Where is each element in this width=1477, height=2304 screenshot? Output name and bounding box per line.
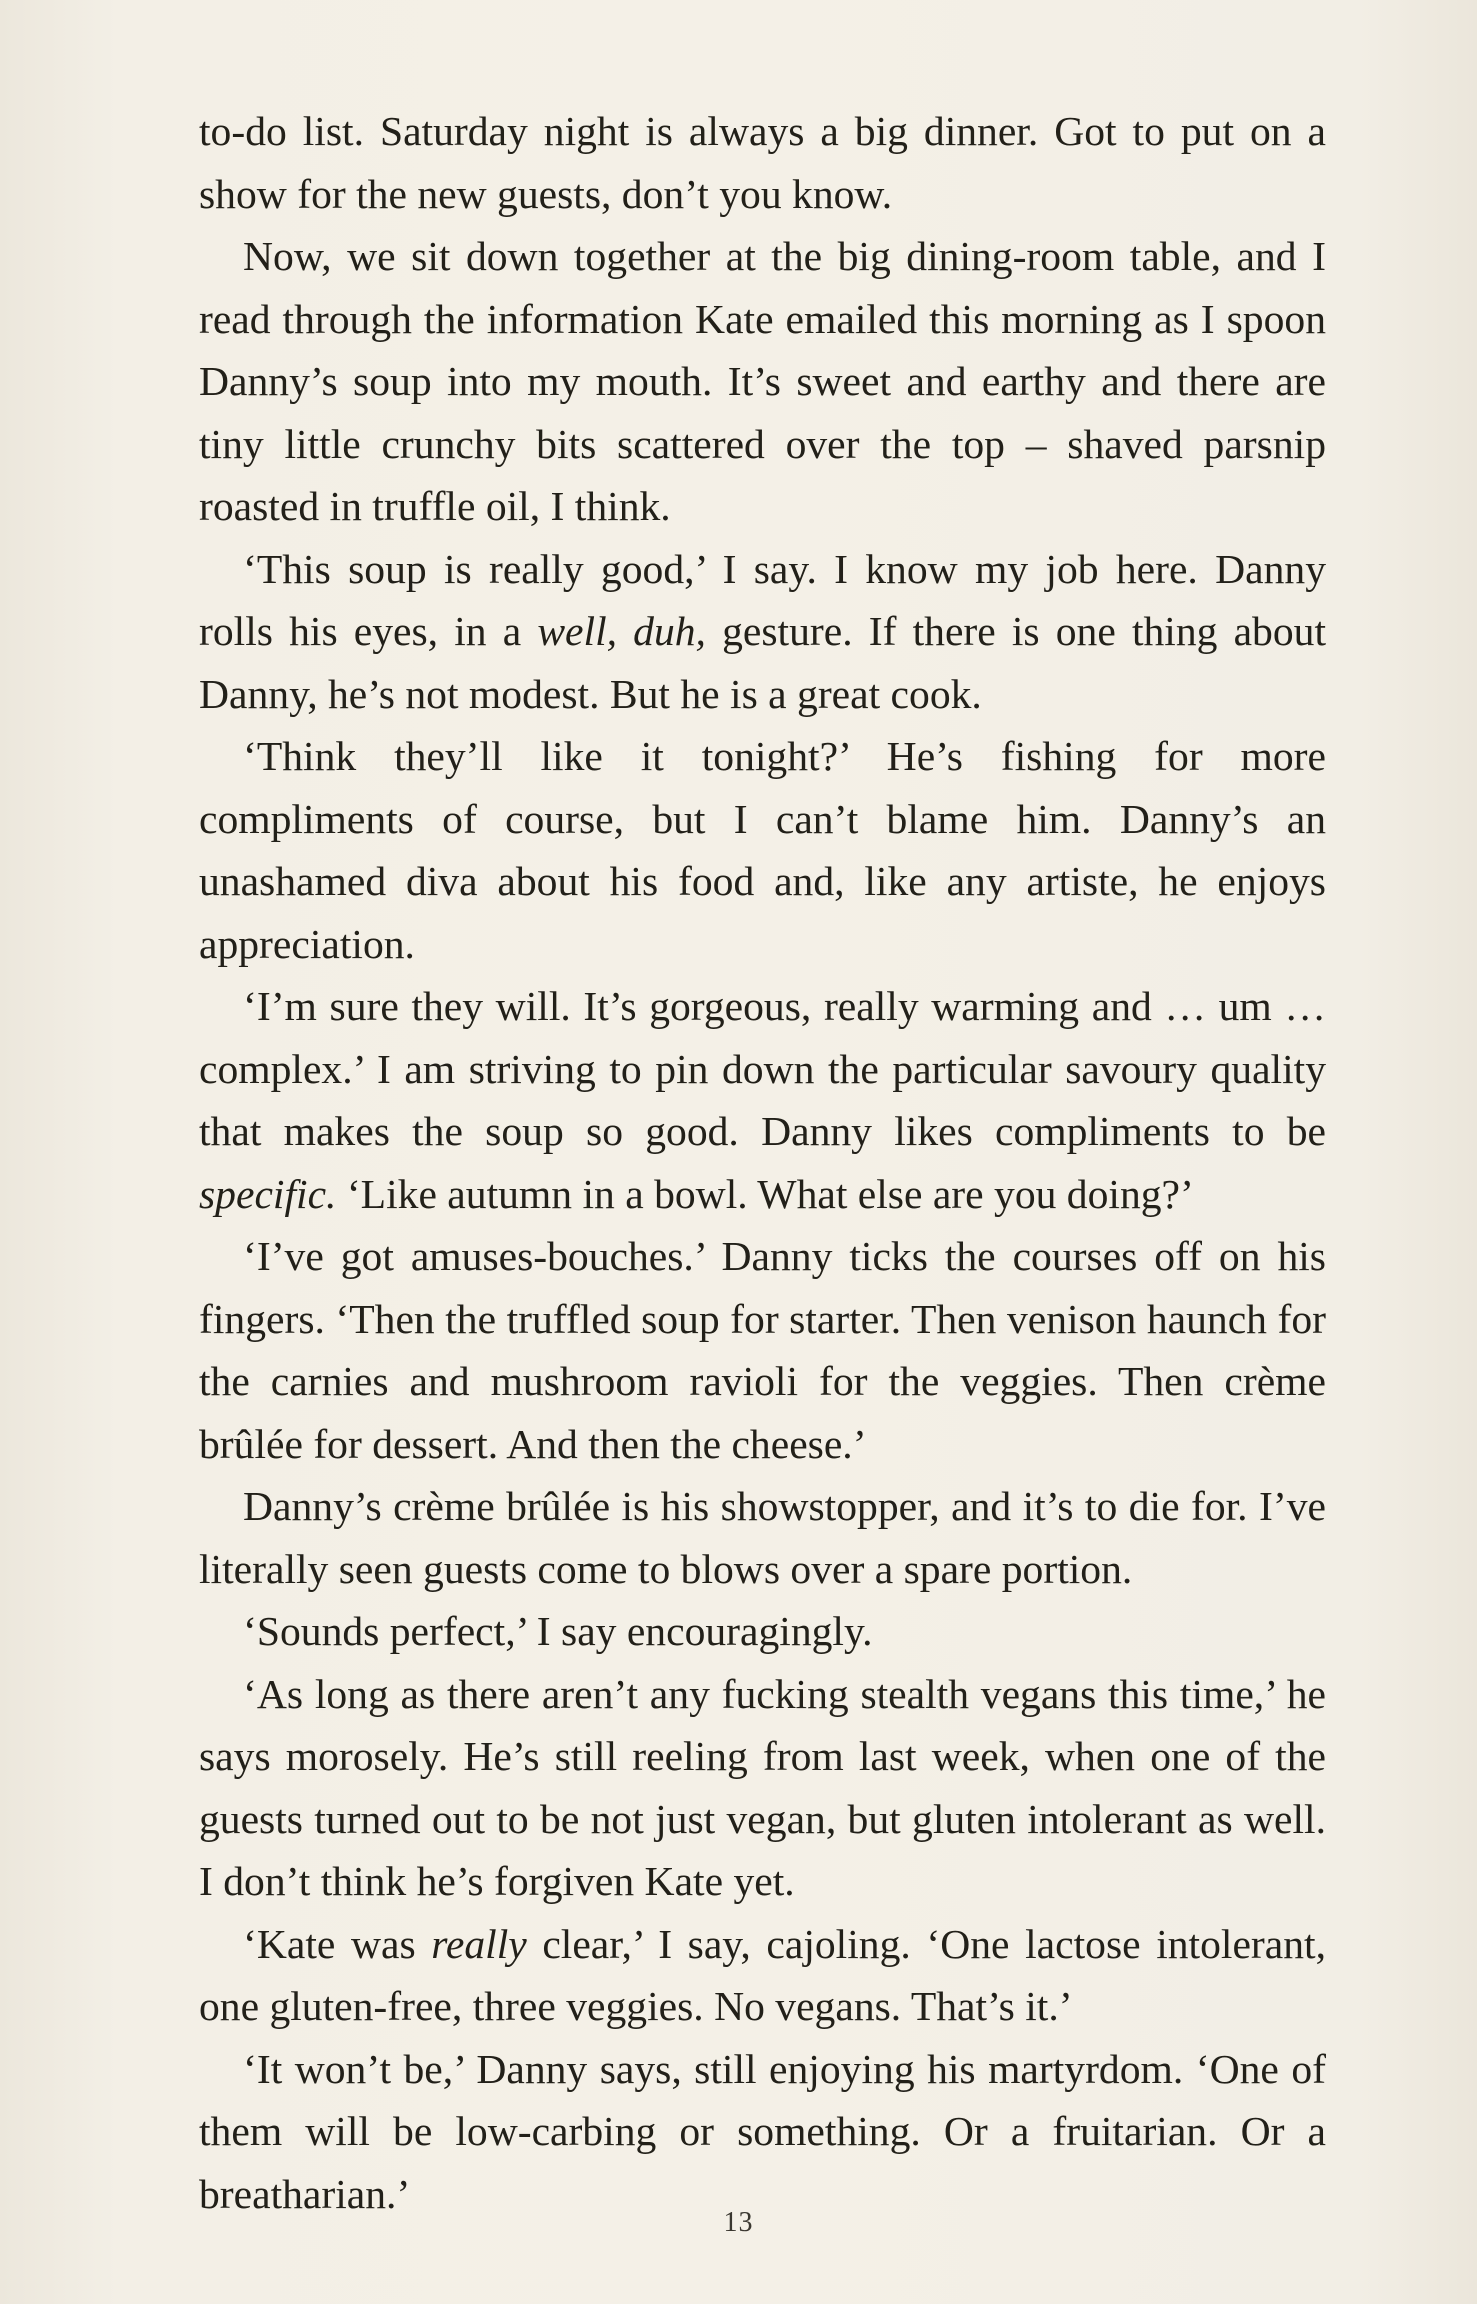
text-segment: ‘I’m sure they will. It’s gorgeous, really warming and … um … complex.’ I am striving to pin down the particular savoury quality that makes the soup so good. Danny likes compliments to be [199, 983, 1326, 1154]
paragraph [199, 538, 1326, 726]
paragraph [199, 1475, 1326, 1600]
text-segment: Danny’s crème brûlée is his showstopper, and it’s to die for. I’ve literally seen guests come to blows over a spare portion. [199, 1483, 1326, 1592]
text-segment: ‘As long as there aren’t any fucking stealth vegans this time,’ he says morosely. He’s still reeling from last week, when one of the guests turned out to be not just vegan, but gluten intolerant as well. I don’t think he’s forgiven Kate yet. [199, 1670, 1326, 1904]
emphasis-text: specific. [199, 1170, 337, 1217]
text-segment: ‘I’ve got amuses-bouches.’ Danny ticks the courses off on his fingers. ‘Then the truffled soup for starter. Then venison haunch for the carnies and mushroom ravioli for the veggies. Then crème brûlée for dessert. And then the cheese.’ [199, 1233, 1326, 1467]
paragraph [199, 1225, 1326, 1475]
paragraph [199, 975, 1326, 1225]
page-number: 13 [723, 2207, 754, 2238]
paragraph [199, 725, 1326, 975]
paragraph [199, 225, 1326, 538]
paragraph [199, 1600, 1326, 1663]
emphasis-text: really [431, 1920, 527, 1967]
text-segment: to-do list. Saturday night is always a big dinner. Got to put on a show for the new guests, don’t you know. [199, 108, 1326, 217]
paragraph [199, 100, 1326, 225]
text-segment: ‘Sounds perfect,’ I say encouragingly. [243, 1608, 873, 1654]
paragraph [199, 1913, 1326, 2038]
text-segment: Now, we sit down together at the big dining-room table, and I read through the information Kate emailed this morning as I spoon Danny’s soup into my mouth. It’s sweet and earthy and there are tiny little crunchy bits scattered over the top – shaved parsnip roasted in truffle oil, I think. [199, 233, 1326, 529]
text-segment: clear,’ I say, cajoling. ‘One lactose intolerant, one gluten-free, three veggies. No vegans. That’s it.’ [199, 1920, 1326, 2029]
emphasis-text: well, duh, [537, 608, 706, 654]
paragraph [199, 1663, 1326, 1913]
text-segment: ‘It won’t be,’ Danny says, still enjoying his martyrdom. ‘One of them will be low-carbing or something. Or a fruitarian. Or a breatharian.’ [199, 2045, 1326, 2217]
text-segment: gesture. If there is one thing about Danny, he’s not modest. But he is a great cook. [199, 608, 1326, 717]
body-text [199, 100, 1326, 2225]
paragraph [199, 2038, 1326, 2226]
text-segment: ‘Like autumn in a bowl. What else are you doing?’ [336, 1170, 1194, 1217]
text-segment: ‘This soup is really good,’ I say. I know my job here. Danny rolls his eyes, in a [199, 545, 1326, 654]
text-segment: ‘Think they’ll like it tonight?’ He’s fishing for more compliments of course, but I can’t blame him. Danny’s an unashamed diva about his food and, like any artiste, he enjoys appreciation. [199, 733, 1326, 967]
text-segment: ‘Kate was [243, 1920, 432, 1967]
